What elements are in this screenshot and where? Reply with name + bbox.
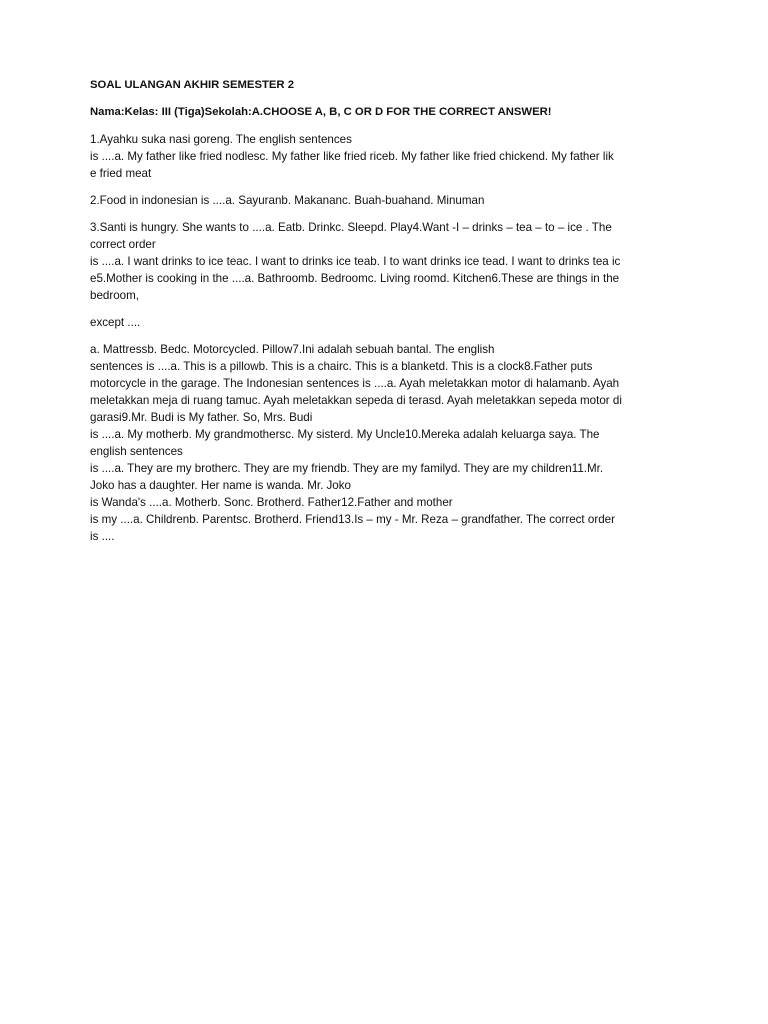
text-line: 3.Santi is hungry. She wants to ....a. Eatb. Drinkc. Sleepd. Play4.Want -I – drinks – tea – to – ice . The [90, 221, 612, 234]
text-line: is Wanda's ....a. Motherb. Sonc. Brotherd. Father12.Father and mother [90, 496, 453, 509]
text-line: e fried meat [90, 167, 152, 180]
text-line: 2.Food in indonesian is ....a. Sayuranb. Makananc. Buah-buahand. Minuman [90, 194, 485, 207]
text-line: is ....a. My father like fried nodlesc. My father like fried riceb. My father like fried chickend. My father lik [90, 150, 614, 163]
text-line: sentences is ....a. This is a pillowb. This is a chairc. This is a blanketd. This is a clock8.Father puts [90, 360, 593, 373]
text-line: motorcycle in the garage. The Indonesian sentences is ....a. Ayah meletakkan motor di halamanb. Ayah [90, 377, 620, 390]
document-header: Nama:Kelas: III (Tiga)Sekolah:A.CHOOSE A, B, C OR D FOR THE CORRECT ANSWER! [90, 106, 552, 118]
paragraph-questions-6-13 [90, 341, 680, 545]
text-line: is ....a. They are my brotherc. They are my friendb. They are my familyd. They are my children11.Mr. [90, 462, 604, 475]
text-line: is .... [90, 530, 115, 543]
text-line: is ....a. I want drinks to ice teac. I want to drinks ice teab. I to want drinks ice tead. I want to drinks tea ic [90, 255, 621, 268]
document-content [90, 77, 680, 555]
paragraph-questions-3-6 [90, 219, 680, 304]
text-line: is ....a. My motherb. My grandmothersc. My sisterd. My Uncle10.Mereka adalah keluarga saya. The [90, 428, 600, 441]
text-line: english sentences [90, 445, 183, 458]
text-line: e5.Mother is cooking in the ....a. Bathroomb. Bedroomc. Living roomd. Kitchen6.These are things in the [90, 272, 620, 285]
text-line: except .... [90, 316, 141, 329]
document-title: SOAL ULANGAN AKHIR SEMESTER 2 [90, 79, 294, 91]
text-line: a. Mattressb. Bedc. Motorcycled. Pillow7.Ini adalah sebuah bantal. The english [90, 343, 495, 356]
paragraph-question-2 [90, 192, 680, 209]
text-line: bedroom, [90, 289, 139, 302]
text-line: correct order [90, 238, 156, 251]
paragraph-except [90, 314, 680, 331]
text-line: Joko has a daughter. Her name is wanda. Mr. Joko [90, 479, 352, 492]
text-line: garasi9.Mr. Budi is My father. So, Mrs. Budi [90, 411, 313, 424]
paragraph-question-1 [90, 131, 680, 182]
text-line: meletakkan meja di ruang tamuc. Ayah meletakkan sepeda di terasd. Ayah meletakkan sepeda motor di [90, 394, 622, 407]
text-line: 1.Ayahku suka nasi goreng. The english sentences [90, 133, 352, 146]
text-line: is my ....a. Childrenb. Parentsc. Brotherd. Friend13.Is – my - Mr. Reza – grandfather. The correct order [90, 513, 615, 526]
